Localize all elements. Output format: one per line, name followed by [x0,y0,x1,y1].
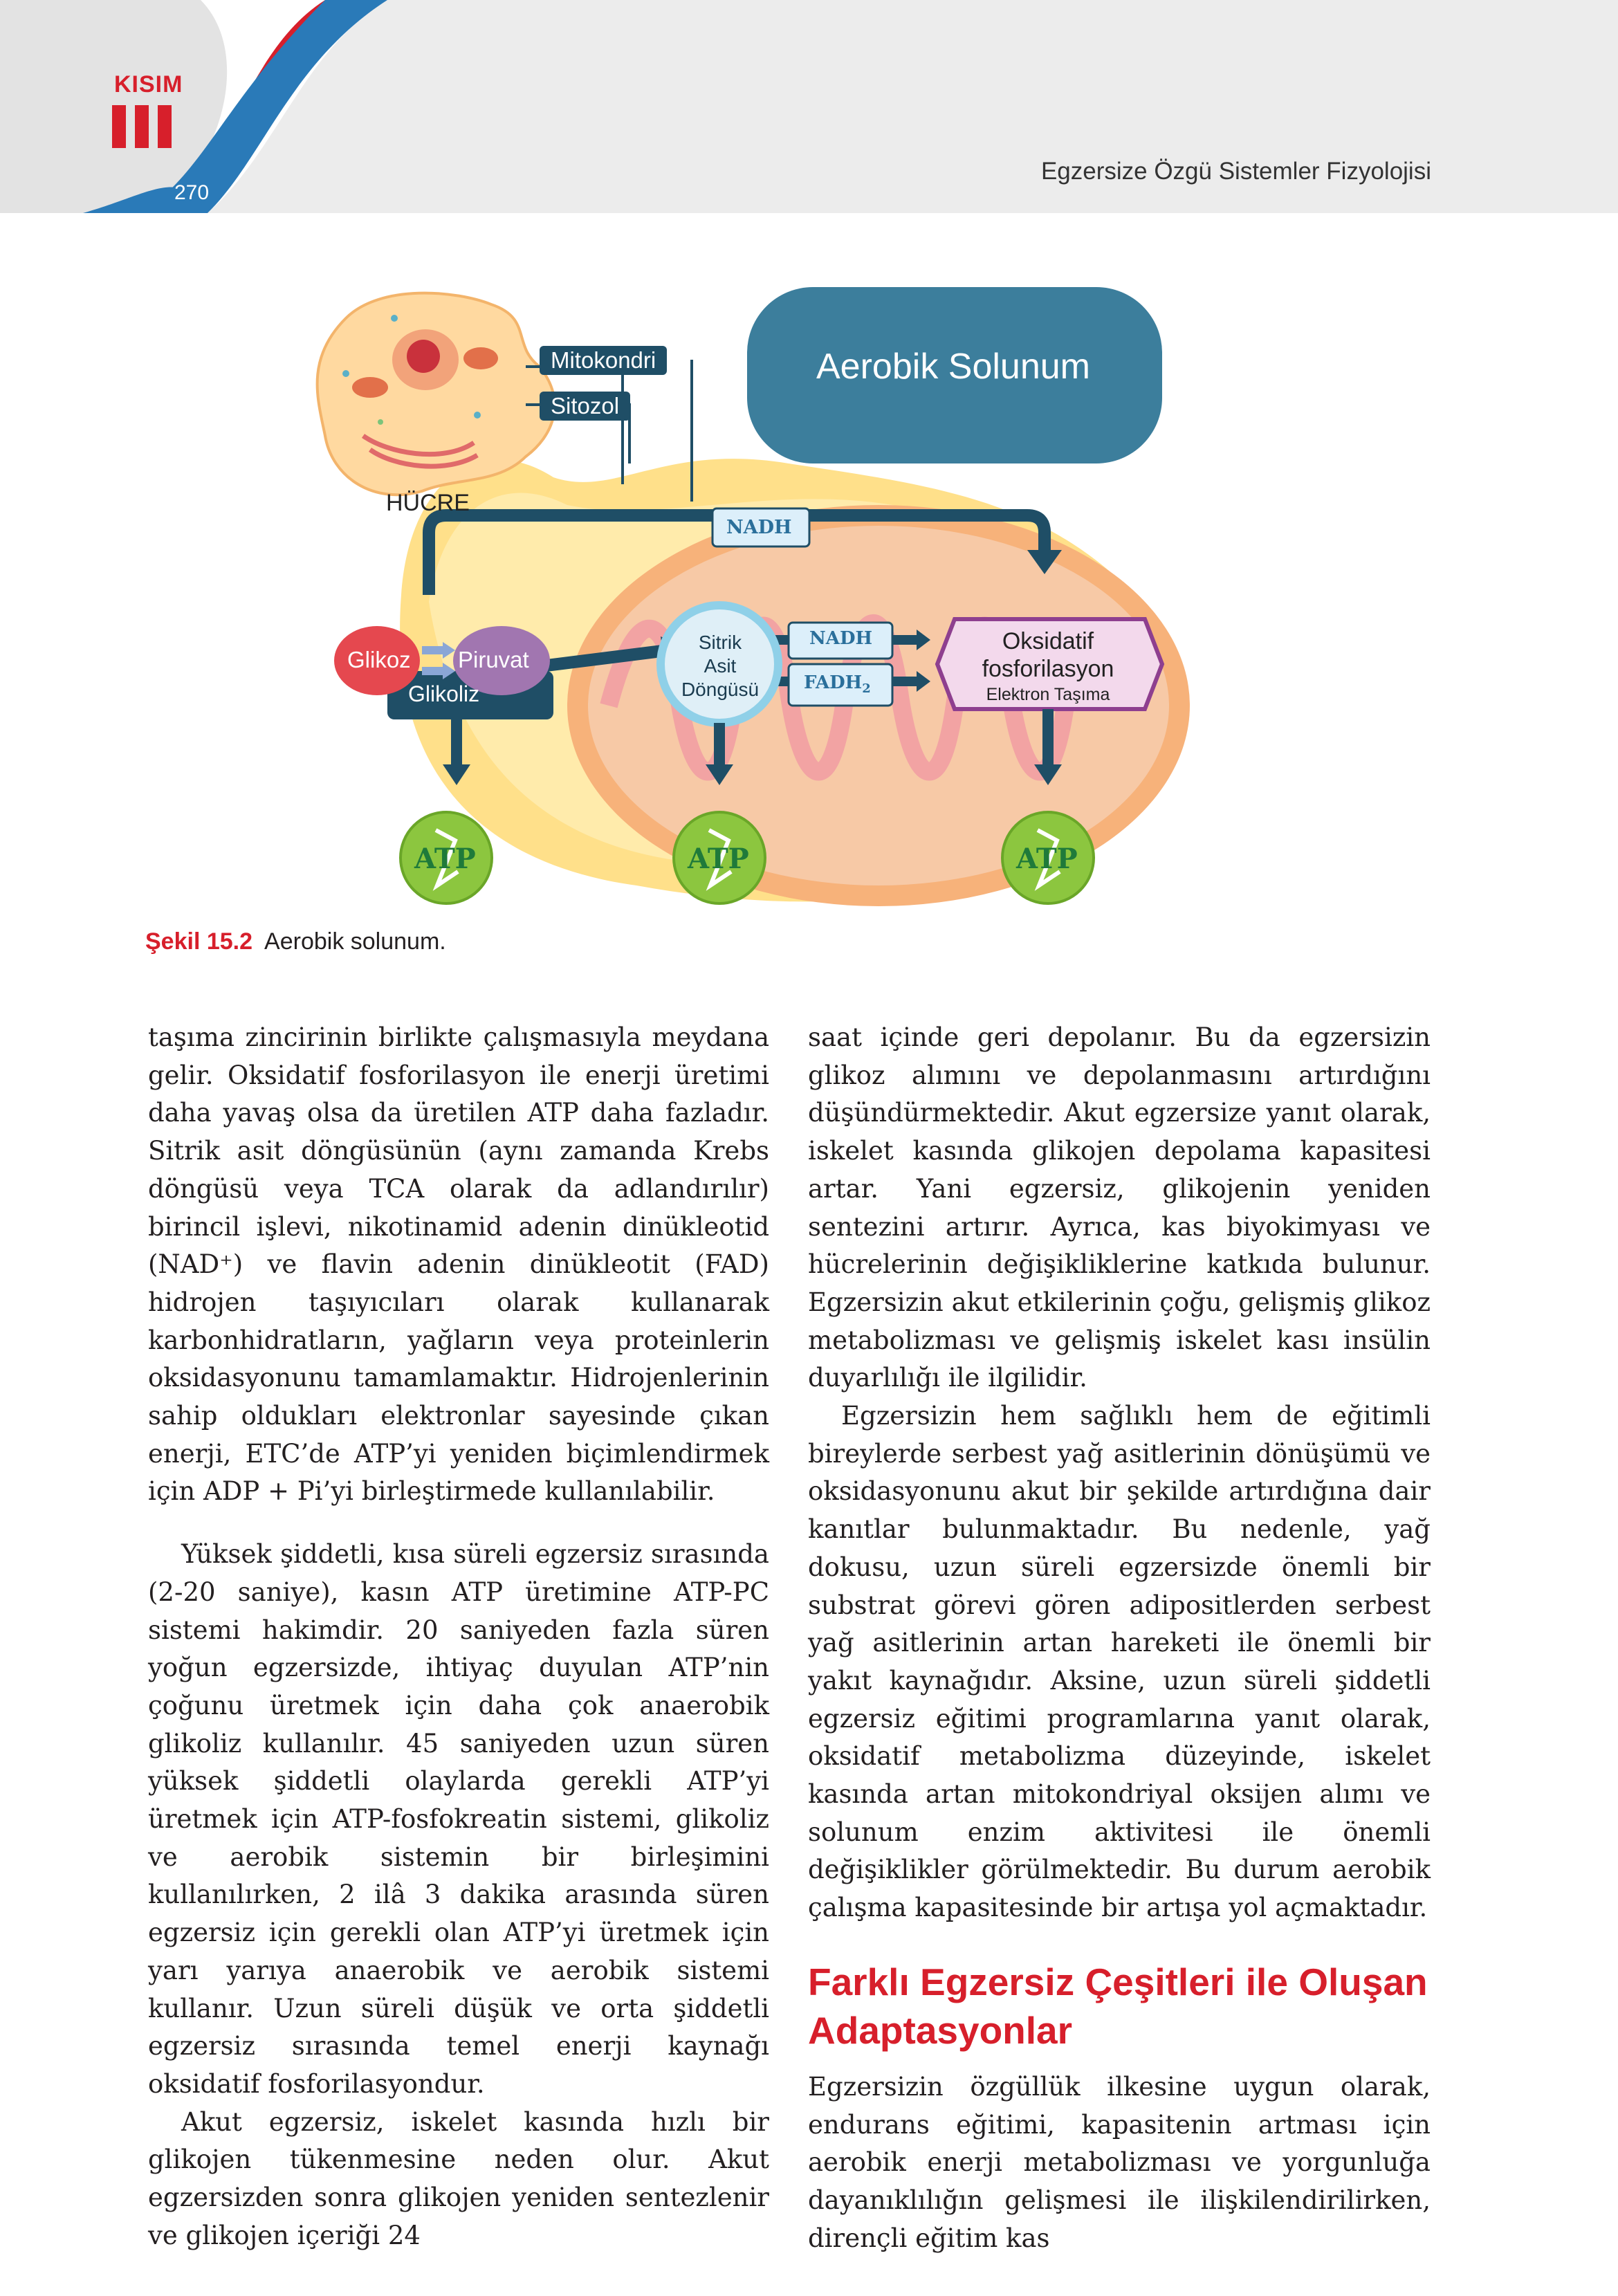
right-paragraph-2: Egzersizin hem sağlıklı hem de eğitimli bireylerde serbest yağ asitlerinin dönüşümü ve oksidasyonunu akut bir şekilde artırdığına dair kanıtlar bulunmaktadır. Bu nedenle, yağ dokusu, uzun süreli egzersizde önemli bir substrat görevi gören adipositlerden serbest yağ asitlerinin artan hareketi ile önemli bir yakıt kaynağıdır. Aksine, uzun süreli şiddetli egzersiz eğitimi programlarına yanıt olarak, oksidatif metabolizma düzeyinde, iskelet kasında artan mitokondriyal oksijen alımı ve solunum enzim aktivitesi ile önemli değişiklikler görülmektedir. Bu durum aerobik çalışma kapasitesinde bir artışa yol açmaktadır. [808,1401,1431,1923]
nadh-mid-label: NADH [809,628,873,649]
oxphos-label-1: Oksidatif [1002,628,1094,654]
krebs-label-2: Asit [704,655,737,677]
glucose-label: Glikoz [347,647,411,672]
running-title: Egzersize Özgü Sistemler Fizyolojisi [1040,158,1431,185]
cytosol-tag: Sitozol [540,392,630,421]
figure-artwork [304,277,1245,920]
nadh-top-label: NADH [726,517,792,538]
krebs-label-3: Döngüsü [681,679,760,700]
glycolysis-label: Glikoliz [408,681,480,706]
mitochondria-tag: Mitokondri [540,346,667,375]
caption-text: Aerobik solunum. [264,928,446,955]
part-label: KISIM [114,71,183,98]
part-number-roman-three [112,105,174,148]
atp-label-2: ATP [688,843,749,875]
fadh2-label: $FADH_2$ [804,672,871,697]
page-number: 270 [174,181,210,204]
left-paragraph-2: Yüksek şiddetli, kısa süreli egzersiz sırasında (2-20 saniye), kasın ATP üretimine ATP-PC sistemi hakimdir. 20 saniyeden fazla süren yoğun egzersizde, ihtiyaç duyulan ATP’nin çoğunu üretmek için daha çok anaerobik glikoliz kullanılır. 45 saniyeden uzun süren yüksek şiddetli olaylarda gerekli ATP’yi üretmek için ATP-fosfokreatin sistemi, glikoliz ve aerobik sistemin bir birleşimini kullanılırken, 2 ilâ 3 dakika arasında süren egzersiz için gerekli olan ATP’yi üretmek için yarı yarıya anaerobik ve aerobik sistemi kullanır. Uzun süreli düşük ve orta şiddetli egzersiz sırasında temel enerji kaynağı oksidatif fosforilasyondur. [148,1539,769,2099]
pyruvate-label: Piruvat [458,647,529,672]
left-column [148,1019,769,2255]
figure-caption [145,928,446,955]
oxphos-label-2: fosforilasyon [982,656,1114,682]
left-paragraph-1: taşıma zincirinin birlikte çalışmasıyla meydana gelir. Oksidatif fosforilasyon ile enerji üretimi daha yavaş olsa da üretilen ATP daha fazladır. Sitrik asit döngüsünün (aynı zamanda Krebs döngüsü veya TCA olarak da adlandırılır) birincil işlevi, nikotinamid adenin dinükleotid (NAD⁺) ve flavin adenin dinükleotit (FAD) hidrojen taşıyıcıları olarak kullanarak karbonhidratların, yağların veya proteinlerin oksidasyonunu tamamlamaktır. Hidrojenlerinin sahip oldukları elektronlar sayesinde çıkan enerji, ETC’de ATP’yi yeniden biçimlendirmek için ADP + Pi’yi birleştirmede kullanılabilir. [148,1022,769,1507]
aerobic-respiration-figure [304,277,1245,920]
oxphos-label-3: Elektron Taşıma [986,685,1110,704]
atp-label-1: ATP [414,843,476,875]
right-column [808,1019,1431,2257]
cell-label: HÜCRE [386,490,470,516]
figure-title: Aerobik Solunum [816,347,1090,387]
caption-number: Şekil 15.2 [145,928,253,955]
section-heading: Farklı Egzersiz Çeşitleri ile Oluşan Adaptasyonlar [808,1960,1428,2052]
page-header [0,0,1618,213]
atp-label-3: ATP [1016,843,1078,875]
left-paragraph-3: Akut egzersiz, iskelet kasında hızlı bir glikojen tükenmesine neden olur. Akut egzersizden sonra glikojen yeniden sentezlenir ve glikojen içeriği 24 [148,2106,769,2250]
krebs-label-1: Sitrik [698,632,742,653]
right-paragraph-3: Egzersizin özgüllük ilkesine uygun olarak, endurans eğitimi, kapasitenin artması için aerobik enerji metabolizması ve yorgunluğa dayanıklılığın gelişmesi ile ilişkilendirilirken, dirençli eğitim kas [808,2071,1431,2253]
right-paragraph-1: saat içinde geri depolanır. Bu da egzersizin glikoz alımını ve depolanmasını artırdığını düşündürmektedir. Akut egzersize yanıt olarak, iskelet kasında glikojen depolama kapasitesi artar. Yani egzersiz, glikojenin yeniden sentezini artırır. Ayrıca, kas biyokimyası ve hücrelerinin değişikliklerine katkıda bulunur. Egzersizin akut etkilerinin çoğu, gelişmiş glikoz metabolizması ve gelişmiş iskelet kası insülin duyarlılığı ile ilgilidir. [808,1022,1431,1393]
